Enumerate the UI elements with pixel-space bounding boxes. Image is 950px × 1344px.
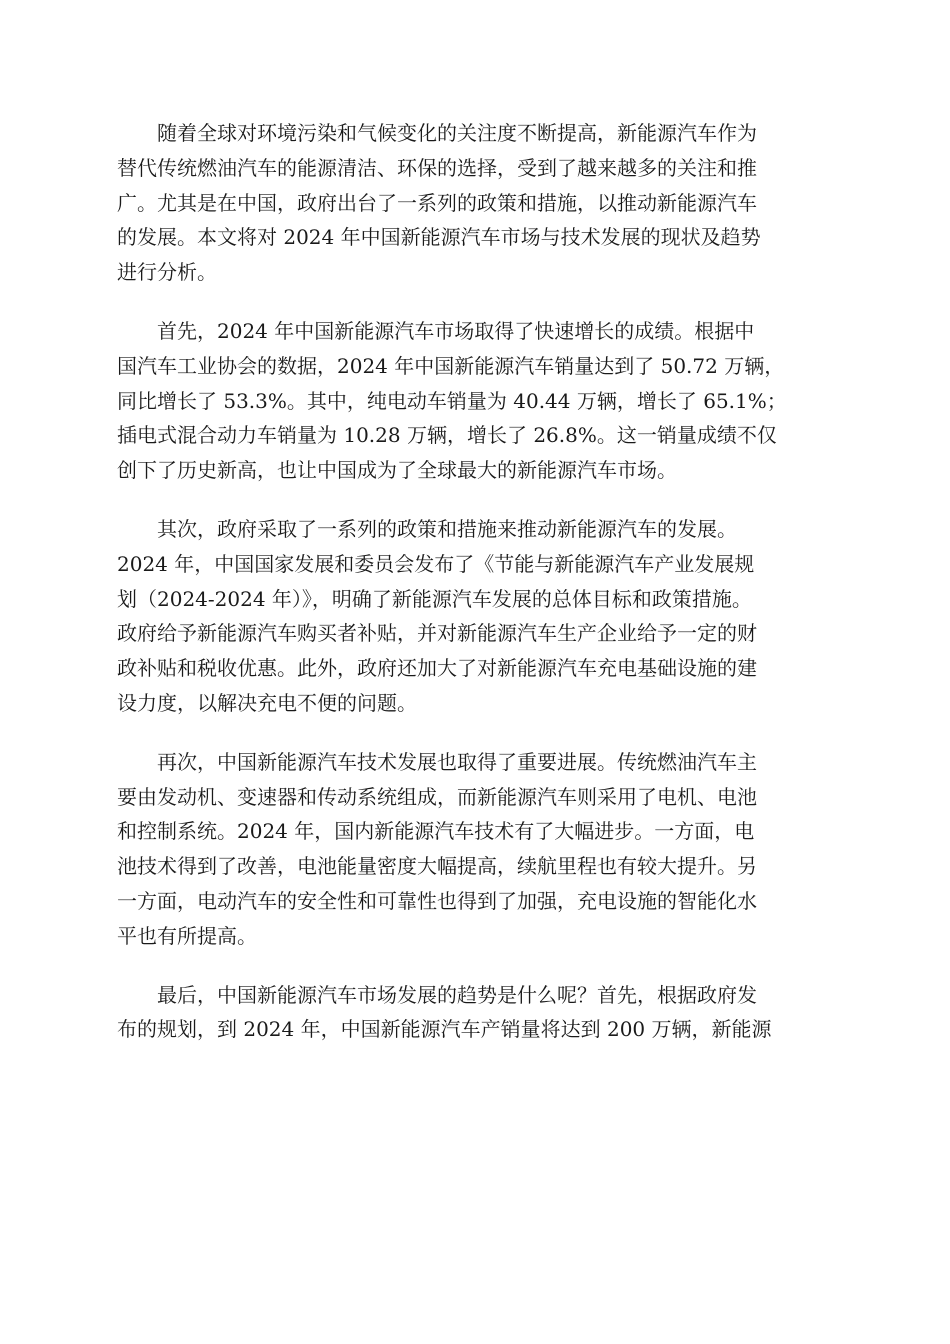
text-line: 政补贴和税收优惠。此外，政府还加大了对新能源汽车充电基础设施的建 — [117, 656, 757, 681]
paragraph-policy — [117, 512, 835, 721]
text-line: 池技术得到了改善，电池能量密度大幅提高，续航里程也有较大提升。另 — [117, 854, 757, 879]
text-line: 再次，中国新能源汽车技术发展也取得了重要进展。传统燃油汽车主 — [157, 749, 757, 774]
text-line: 国汽车工业协会的数据，2024 年中国新能源汽车销量达到了 50.72 万辆， — [117, 353, 785, 378]
text-line: 创下了历史新高，也让中国成为了全球最大的新能源汽车市场。 — [117, 458, 677, 483]
document-body — [117, 116, 835, 1071]
text-line: 替代传统燃油汽车的能源清洁、环保的选择，受到了越来越多的关注和推 — [117, 155, 757, 180]
text-line: 一方面，电动汽车的安全性和可靠性也得到了加强，充电设施的智能化水 — [117, 888, 757, 913]
text-line: 进行分析。 — [117, 260, 217, 285]
text-line: 同比增长了 53.3%。其中，纯电动车销量为 40.44 万辆，增长了 65.1%； — [117, 388, 787, 413]
text-line: 的发展。本文将对 2024 年中国新能源汽车市场与技术发展的现状及趋势 — [117, 225, 761, 250]
text-line: 划（2024-2024 年）》，明确了新能源汽车发展的总体目标和政策措施。 — [117, 586, 752, 611]
text-line: 平也有所提高。 — [117, 923, 257, 948]
text-line: 政府给予新能源汽车购买者补贴，并对新能源汽车生产企业给予一定的财 — [117, 621, 757, 646]
text-line: 布的规划，到 2024 年，中国新能源汽车产销量将达到 200 万辆，新能源 — [117, 1017, 772, 1042]
text-line: 首先，2024 年中国新能源汽车市场取得了快速增长的成绩。根据中 — [157, 318, 755, 343]
paragraph-trend — [117, 978, 835, 1048]
paragraph-market — [117, 314, 835, 488]
text-line: 随着全球对环境污染和气候变化的关注度不断提高，新能源汽车作为 — [157, 121, 757, 145]
text-line: 最后，中国新能源汽车市场发展的趋势是什么呢？首先，根据政府发 — [157, 982, 757, 1007]
text-line: 2024 年，中国国家发展和委员会发布了《节能与新能源汽车产业发展规 — [117, 551, 755, 576]
paragraph-technology — [117, 745, 835, 954]
text-line: 其次，政府采取了一系列的政策和措施来推动新能源汽车的发展。 — [157, 516, 737, 541]
paragraph-intro — [117, 116, 835, 290]
text-line: 和控制系统。2024 年，国内新能源汽车技术有了大幅进步。一方面，电 — [117, 819, 755, 844]
text-line: 设力度，以解决充电不便的问题。 — [117, 690, 417, 715]
text-line: 插电式混合动力车销量为 10.28 万辆，增长了 26.8%。这一销量成绩不仅 — [117, 423, 777, 448]
text-line: 要由发动机、变速器和传动系统组成，而新能源汽车则采用了电机、电池 — [117, 784, 757, 809]
text-line: 广。尤其是在中国，政府出台了一系列的政策和措施，以推动新能源汽车 — [117, 190, 757, 215]
